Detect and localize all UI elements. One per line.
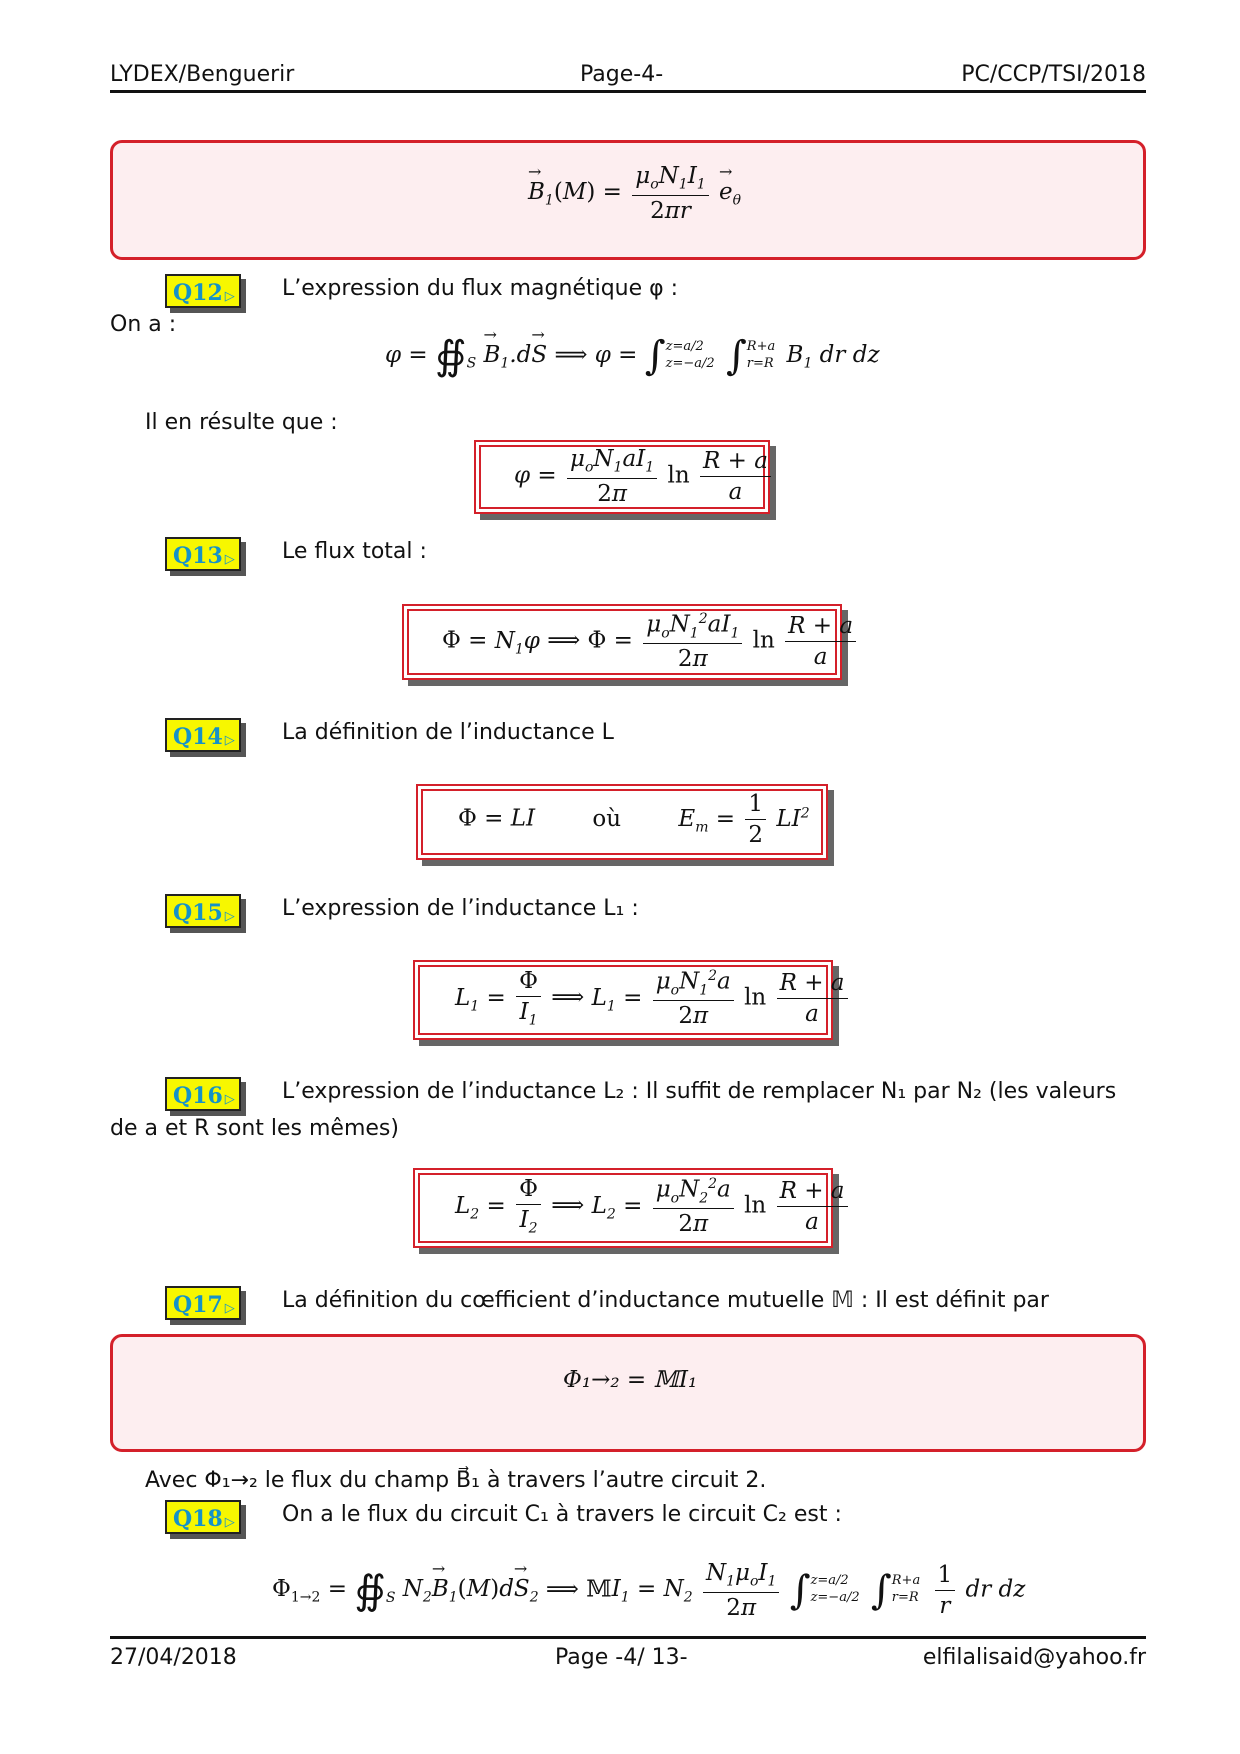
- header-left: LYDEX/Benguerir: [110, 62, 295, 87]
- on-a-text: On a :: [110, 312, 177, 337]
- footer-rule: [110, 1636, 1146, 1639]
- b1-result-box: [110, 140, 1146, 260]
- l1-equation: $L_1$ = $\frac{\Phi}{I_1}$ ⟹ $L_1$ = $\frac{\mu_oN_1^2a}{2\pi}$ ln $\frac{R + a}{a}$: [455, 968, 851, 1029]
- q18-badge: Q18 ▷: [165, 1500, 241, 1534]
- q14-text: La définition de l’inductance L: [282, 720, 614, 745]
- inductance-def-box: [416, 784, 828, 860]
- total-flux-box: [402, 604, 854, 680]
- l1-result-box: [413, 960, 845, 1040]
- footer-right: elfilalisaid@yahoo.fr: [922, 1645, 1146, 1670]
- il-en-resulte-text: Il en résulte que :: [145, 410, 338, 435]
- total-flux-equation: $\Phi = N_1\varphi$ ⟹ Φ = $\frac{\mu_oN_1^2aI_1}{2\pi}$ ln $\frac{R + a}{a}$: [442, 611, 859, 672]
- q12-badge: Q12 ▷: [165, 274, 241, 308]
- q13-text: Le flux total :: [282, 539, 427, 564]
- inductance-def-equation: Φ = LI où $E_m$ = $\frac{1}{2}$ $LI^2$: [458, 791, 810, 848]
- footer-left: 27/04/2018: [110, 1645, 237, 1670]
- header-rule: [110, 90, 1146, 93]
- page-header: [110, 62, 1146, 92]
- q14-badge: Q14 ▷: [165, 718, 241, 752]
- mutual-flux-integral-equation: $\Phi_{1\to 2}$ = $∯_S$ $N_2\to B_1(M)d\to S_2$ ⟹ 𝕄I$_1$ = $N_2$ $\frac{N_1\mu_oI_1}{2\pi}$ ∫ z=a/2 z=−a/2 ∫ R+a r=R $\frac{1}{r}$ dr dz: [272, 1560, 1025, 1621]
- q13-badge: Q13 ▷: [165, 537, 241, 571]
- q17-badge: Q17 ▷: [165, 1286, 241, 1320]
- q15-badge: Q15 ▷: [165, 894, 241, 928]
- l2-result-box: [413, 1168, 845, 1248]
- q16-text: L’expression de l’inductance L₂ : Il suffit de remplacer N₁ par N₂ (les valeurs: [282, 1079, 1117, 1104]
- q17-text: La définition du cœfficient d’inductance mutuelle 𝕄 : Il est définit par: [282, 1288, 1049, 1313]
- phi-equation: φ = $\frac{\mu_oN_1aI_1}{2\pi}$ ln $\frac{R + a}{a}$: [514, 446, 774, 507]
- q18-text: On a le flux du circuit C₁ à travers le circuit C₂ est :: [282, 1502, 842, 1527]
- flux-integral-equation: $\varphi = ∯_S \to B_1.d\to S$ ⟹ φ = ∫ z=a/2 z=−a/2 ∫ R+a r=R $B_1$ dr dz: [385, 333, 880, 379]
- phi-result-box: [474, 440, 770, 514]
- q15-text: L’expression de l’inductance L₁ :: [282, 896, 639, 921]
- mutual-inductance-box: [110, 1334, 1146, 1452]
- avec-text: Avec Φ₁→₂ le flux du champ B⃗₁ à travers l’autre circuit 2.: [145, 1468, 767, 1493]
- b1-equation: → $B_1(M)$ = $\frac{\mu_oN_1I_1}{2\pi r}$ → $e_\theta$: [528, 163, 741, 224]
- mutual-inductance-equation: Φ₁→₂ = 𝕄I₁: [563, 1367, 698, 1393]
- q12-text: L’expression du flux magnétique φ :: [282, 276, 679, 301]
- q16-text-continued: de a et R sont les mêmes): [110, 1116, 399, 1141]
- header-center: Page-4-: [580, 62, 664, 87]
- l2-equation: $L_2$ = $\frac{\Phi}{I_2}$ ⟹ $L_2$ = $\frac{\mu_oN_2^2a}{2\pi}$ ln $\frac{R + a}{a}$: [455, 1176, 851, 1237]
- q16-badge: Q16 ▷: [165, 1077, 241, 1111]
- page-footer: [110, 1645, 1146, 1675]
- header-right: PC/CCP/TSI/2018: [961, 62, 1146, 87]
- footer-center: Page -4/ 13-: [555, 1645, 688, 1670]
